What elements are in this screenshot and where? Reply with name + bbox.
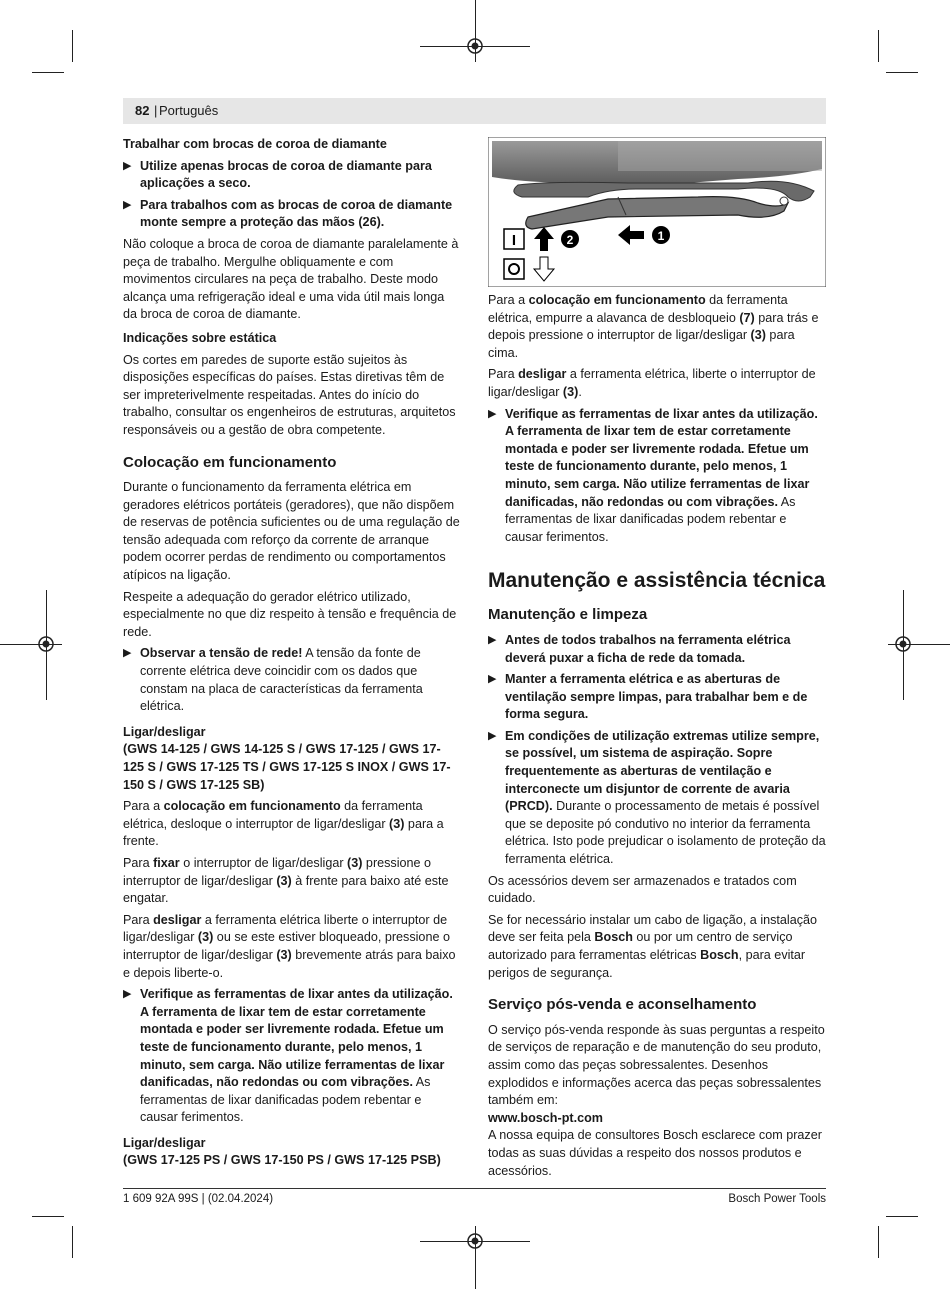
bullet-item bbox=[488, 406, 826, 547]
bullet-text: Antes de todos trabalhos na ferramenta elétrica deverá puxar a ficha de rede da tomada. bbox=[505, 632, 791, 665]
footer-brand: Bosch Power Tools bbox=[728, 1193, 826, 1205]
registration-mark-icon bbox=[466, 1232, 484, 1250]
bullet-item bbox=[123, 986, 461, 1127]
section-heading: Colocação em funcionamento bbox=[123, 453, 337, 471]
bullet-item bbox=[123, 645, 461, 715]
bullet-text: Durante o processamento de metais é possível que se deposite pó condutivo no interior da ferramenta elétrica. Isto pode prejudicar o isolamento de proteção da ferramenta elétrica. bbox=[505, 799, 826, 867]
page-number: 82 bbox=[135, 103, 150, 118]
bullet-bold: Em condições de utilização extremas utilize sempre, se possível, um sistema de aspiração. Sopre frequentemente as aberturas de ventilação e interconecte um disjuntor de corrente de avaria (PRCD). bbox=[505, 728, 820, 814]
bullet-item bbox=[123, 158, 461, 193]
crop-mark bbox=[32, 72, 64, 73]
page-header bbox=[123, 98, 826, 124]
bullet-bold: Observar a tensão de rede! bbox=[140, 646, 303, 661]
crop-mark bbox=[878, 1226, 879, 1258]
chapter-heading: Manutenção e assistência técnica bbox=[488, 569, 826, 593]
paragraph: Para fixar o interruptor de ligar/desligar (3) pressione o interruptor de ligar/desligar (3) à frente para baixo até este engatar. bbox=[123, 855, 449, 906]
bullet-arrow-icon: ▶ bbox=[488, 633, 497, 646]
bullet-text: As ferramentas de lixar danificadas podem rebentar e causar ferimentos. bbox=[140, 1075, 431, 1125]
paragraph: A nossa equipa de consultores Bosch esclarece com prazer todas as suas dúvidas a respeito dos nossos produtos e acessórios. bbox=[488, 1128, 822, 1178]
paragraph: Para a colocação em funcionamento da ferramenta elétrica, desloque o interruptor de ligar/desligar (3) para a frente. bbox=[123, 799, 444, 849]
section-title: Trabalhar com brocas de coroa de diamante bbox=[123, 137, 387, 151]
paragraph: Os acessórios devem ser armazenados e tratados com cuidado. bbox=[488, 873, 797, 906]
bullet-bold: Verifique as ferramentas de lixar antes da utilização. A ferramenta de lixar tem de estar corretamente montada e poder ser livremente rodada. Efetue um teste de funcionamento durante, pelo menos, 1 minuto, sem carga. Não utilize ferramentas de lixar danificadas, não redondas ou com vibrações. bbox=[140, 987, 453, 1090]
registration-mark-icon bbox=[466, 37, 484, 55]
section-heading: Serviço pós-venda e aconselhamento bbox=[488, 996, 757, 1014]
callout-2: 2 bbox=[566, 233, 574, 247]
model-list: (GWS 17-125 PS / GWS 17-150 PS / GWS 17-125 PSB) bbox=[123, 1153, 441, 1168]
paragraph: Para desligar a ferramenta elétrica, liberte o interruptor de ligar/desligar (3). bbox=[488, 367, 816, 399]
page-language: Português bbox=[159, 103, 219, 118]
bullet-arrow-icon: ▶ bbox=[488, 407, 497, 420]
section-title: Ligar/desligar bbox=[123, 1135, 206, 1150]
bullet-text: Para trabalhos com as brocas de coroa de diamante monte sempre a proteção das mãos (26). bbox=[140, 197, 453, 230]
callout-1: 1 bbox=[657, 229, 665, 243]
paragraph: Durante o funcionamento da ferramenta elétrica em geradores elétricos portáteis (geradores), que não dispõem de reservas de potência suficientes ou de uma regulação de tensão adequada com reforço da corrente de arranque podem ocorrer perdas de rendimento ou comportamentos atípicos na ligação. bbox=[123, 480, 460, 583]
bullet-item bbox=[488, 632, 826, 667]
paragraph: Se for necessário instalar um cabo de ligação, a instalação deve ser feita pela Bosch ou por um centro de serviço autorizado para ferramentas elétricas Bosch, para evitar perigos de segurança. bbox=[488, 912, 818, 980]
model-list: (GWS 14-125 / GWS 14-125 S / GWS 17-125 / GWS 17-125 S / GWS 17-125 TS / GWS 17-125 S INOX / GWS 17-150 S / GWS 17-125 SB) bbox=[123, 742, 451, 792]
section-heading: Manutenção e limpeza bbox=[488, 606, 648, 624]
paragraph: Não coloque a broca de coroa de diamante paralelamente à peça de trabalho. Mergulhe obliquamente e com movimentos circulares na peça de trabalho. Deste modo alcança uma refrigeração ideal e uma vida útil mais longa da broca de coroa de diamante. bbox=[123, 236, 459, 322]
crop-mark bbox=[72, 1226, 73, 1258]
page-footer bbox=[123, 1188, 826, 1205]
crop-mark bbox=[32, 1216, 64, 1217]
bullet-text: Manter a ferramenta elétrica e as aberturas de ventilação sempre limpas, para trabalhar bem e de forma segura. bbox=[505, 672, 808, 722]
crop-mark bbox=[878, 30, 879, 62]
section-title: Indicações sobre estática bbox=[123, 330, 277, 345]
bullet-arrow-icon: ▶ bbox=[488, 673, 497, 686]
bullet-arrow-icon: ▶ bbox=[123, 647, 132, 660]
paragraph: O serviço pós-venda responde às suas perguntas a respeito de serviços de reparação e de manutenção do seu produto, assim como das peças sobressalentes. Desenhos explodidos e informações acerca das peças sobressalentes também em: bbox=[488, 1022, 825, 1108]
crop-mark bbox=[886, 1216, 918, 1217]
section-title: Ligar/desligar bbox=[123, 724, 206, 739]
paragraph: Respeite a adequação do gerador elétrico utilizado, especialmente no que diz respeito à tensão e frequência de rede. bbox=[123, 589, 457, 639]
svg-text:O: O bbox=[513, 273, 515, 274]
bullet-text: As ferramentas de lixar danificadas podem rebentar e causar ferimentos. bbox=[505, 494, 796, 544]
bullet-text: A tensão da fonte de corrente elétrica deve coincidir com os dados que constam na placa de características da ferramenta elétrica. bbox=[140, 646, 423, 714]
bullet-item bbox=[123, 197, 461, 232]
bullet-bold: Verifique as ferramentas de lixar antes da utilização. A ferramenta de lixar tem de estar corretamente montada e poder ser livremente rodada. Efetue um teste de funcionamento durante, pelo menos, 1 minuto, sem carga. Não utilize ferramentas de lixar danificadas, não redondas ou com vibrações. bbox=[505, 406, 818, 509]
service-link: www.bosch-pt.com bbox=[488, 1110, 603, 1125]
bullet-arrow-icon: ▶ bbox=[123, 159, 132, 172]
switch-illustration bbox=[488, 137, 826, 287]
crop-mark bbox=[72, 30, 73, 62]
bullet-arrow-icon: ▶ bbox=[123, 198, 132, 211]
document-id: 1 609 92A 99S | (02.04.2024) bbox=[123, 1193, 274, 1205]
paragraph: Os cortes em paredes de suporte estão sujeitos às disposições específicas do países. Estas diretivas têm de ser impreterivelmente respeitadas. Antes do início do trabalho, consultar os engenheiros de estruturas, arquitetos responsáveis ou a gestão de obra competente. bbox=[123, 352, 456, 437]
paragraph: Para a colocação em funcionamento da ferramenta elétrica, empurre a alavanca de desbloqueio (7) para trás e depois pressione o interruptor de ligar/desligar (3) para cima. bbox=[488, 293, 819, 360]
bullet-item bbox=[488, 671, 826, 724]
bullet-arrow-icon: ▶ bbox=[123, 988, 132, 1001]
left-column bbox=[123, 136, 461, 1174]
crop-mark bbox=[886, 72, 918, 73]
registration-mark-icon bbox=[894, 635, 912, 653]
bullet-arrow-icon: ▶ bbox=[488, 729, 497, 742]
paragraph: Para desligar a ferramenta elétrica liberte o interruptor de ligar/desligar (3) ou se este estiver bloqueado, pressione o interruptor de ligar/desligar (3) brevemente atrás para baixo e depois liberte-o. bbox=[123, 912, 456, 980]
switch-on-label: I bbox=[511, 232, 517, 249]
right-column bbox=[488, 292, 826, 1184]
registration-mark-icon bbox=[37, 635, 55, 653]
bullet-item bbox=[488, 728, 826, 869]
bullet-text: Utilize apenas brocas de coroa de diamante para aplicações a seco. bbox=[140, 158, 432, 191]
header-separator: | bbox=[154, 103, 158, 118]
